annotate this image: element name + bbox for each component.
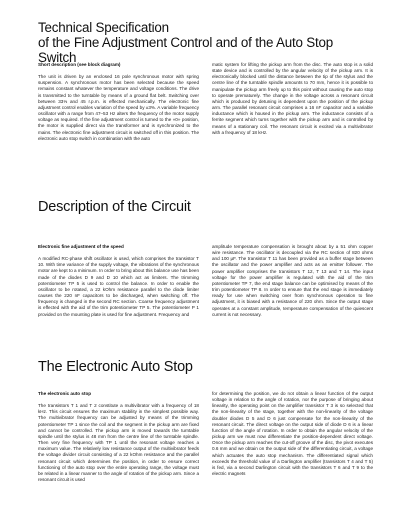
text-column-left: [38, 244, 199, 318]
section-title-line-2: of the Fine Adjustment Control and of the Auto Stop Switch: [38, 35, 334, 65]
subheading: The electronic auto stop: [38, 391, 92, 396]
section-circuit-description: [38, 199, 373, 317]
paragraph: The transistors T 1 and T 2 constitute a multivibrator with a frequency of 18 kHz. This circuit ensures the maximum stability in the simplest possible way. The multivibrator frequency can be adjusted by means of the trimming potentiometer TP 1 since the coil and the segment in the pickup arm are fixed and cannot be controlled. The pickup arm is moved towards the turntable spindle until the stylus is 48 mm from the centre line of the turntable spindle. Then very fine frequency with TP 1 until the resonant voltage reaches a maximum value. The relatively low resistance output of the multivibrator feeds the voltage divider circuit consisting of a 22 kOhm resistance and the parallel resonant circuit which determines the position, in order to ensure correct functioning of the auto stop over the entire operating range, the voltage must be related in a linear manner to the angle of rotation of the pickup arm. Since a resonant circuit is used: [38, 403, 199, 483]
section-electronic-auto-stop: [38, 359, 373, 483]
section-title: [38, 20, 373, 65]
section-title-line-1: Technical Specification: [38, 20, 169, 35]
text-column-right: [212, 62, 373, 142]
text-column-right: [212, 244, 373, 318]
two-column-text: [38, 244, 373, 318]
text-column-left: [38, 391, 199, 483]
paragraph: amplitude temperature compensation is brought about by a 51 ohm copper wire resistance. The oscillator is decoupled via the RC section of 820 ohms and 100 μF. The transistor T 11 has been provided as a buffer stage between the oscillator and the power amplifier and acts as an emitter follower. The power amplifier comprises the transistors T 12, T 13 and T 14. The input voltage for the power amplifier is regulated with the aid of the trim potentiometer TP 7, the end stage balance can be optimised by means of the trim potentiometer TP 8. In order to ensure that the end stage is immediately ready for use when switching over from synchronous operation to fine adjustment, it is biased with a resistance of 220 ohm. Since the output stage operates at a constant amplitude, temperature compensation of the quiescent current is not necessary.: [212, 244, 373, 317]
paragraph: for determining the position, we do not obtain a linear function of the output voltage in relation to the angle of rotation, nor the purpose of bringing about linearity, the operating point on the amplifier transistor T 3 is so selected that the non-linearity of the stage, together with the non-linearity of the voltage doubler diodes D 5 and D 6 just compensate for the non-linearity of the resonant circuit. The direct voltage on the output side of diode D 6 is a linear function of the angle of rotation. In order to obtain the angular velocity of the pickup arm we must now differentiate the position-dependent direct voltage. Once the pickup arm reaches the cut-off groove of the disc, the pivot executes 0.6 mm and we obtain on the output side of the differentiating circuit, a voltage which actuates the auto stop mechanism. The differentiated signal which exceeds the threshold value of a Darlington amplifier (transistors T 4 and T 5) is fed, via a second Darlington circuit with the transistors T 6 and T 9 to the electric magnets: [212, 391, 373, 477]
subheading: Electronic fine adjustment of the speed: [38, 244, 124, 249]
section-technical-specification: [38, 20, 373, 141]
paragraph: The unit is driven by an enclosed 16 pole synchronous motor with spring suspension. A synchronous motor has been selected because the speed remains constant whatever the temperature and voltage conditions. The drive is transmitted to the turntable by means of a ground flat belt. Switching over between 33⅓ and 45 r.p.m. is effected mechanically. The electronic fine adjustment control enables variation of the speed by ±3%. A variable frequency oscillator with a range from 47–53 Hz alters the frequency of the motor supply voltage as required. If the fine adjustment control is turned to the «0» position, the motor is supplied direct via the transformer and is synchronized to the mains. The electronic fine adjustment circuit is switched off in this position. The electronic auto stop switch in combination with the auto: [38, 74, 199, 141]
subheading: Short description (see block diagram): [38, 62, 121, 67]
section-title: Description of the Circuit: [38, 199, 191, 215]
section-title: The Electronic Auto Stop: [38, 359, 193, 375]
paragraph: matic system for lifting the pickup arm from the disc. The auto stop is a solid state device and is controlled by the angular velocity of the pickup arm. It is electronically blocked until the distance between the tip of the stylus and the centre line of the turntable spindle amounts to 70 mm, hence it is possible to manipulate the pickup arm freely up to this point without causing the auto stop to operate prematurely. The change in the voltage across a resonant circuit which is produced by detuning is dependent upon the position of the pickup arm. The parallel resonant circuit comprises a 16 nF capacitor and a variable inductance which is housed in the pickup arm. The inductance consists of a ferrite segment which turns together with the pickup arm and is controlled by means of a stationary coil. The resonant circuit is excited via a multivibrator with a frequency of 18 kHz.: [212, 62, 373, 135]
two-column-text: [38, 391, 373, 483]
text-column-left: [38, 62, 199, 142]
paragraph: A modified RC-phase shift oscillator is used, which comprises the transistor T 10. With time variance of the supply voltage, the vibrations of the synchronous motor are kept to a minimum. In order to bring about this balance use has been made of the diodes D 9 and D 10 which act as limiters. The trimming potentiometer TP 5 is used to control the balance. In order to enable the oscillator to be rotated, a 22 kOhm resistance parallel to the diode limiter causes the 220 nF capacitors to be discharged, when switching off. The frequency is changed in the second RC section. Coarse frequency adjustment is effected with the aid of the trim potentiometer TP 5. The potentiometer P 1 provided on the mounting plate is used for fine adjustment. Frequency and: [38, 256, 199, 317]
text-column-right: [212, 391, 373, 483]
two-column-text: [38, 62, 373, 142]
